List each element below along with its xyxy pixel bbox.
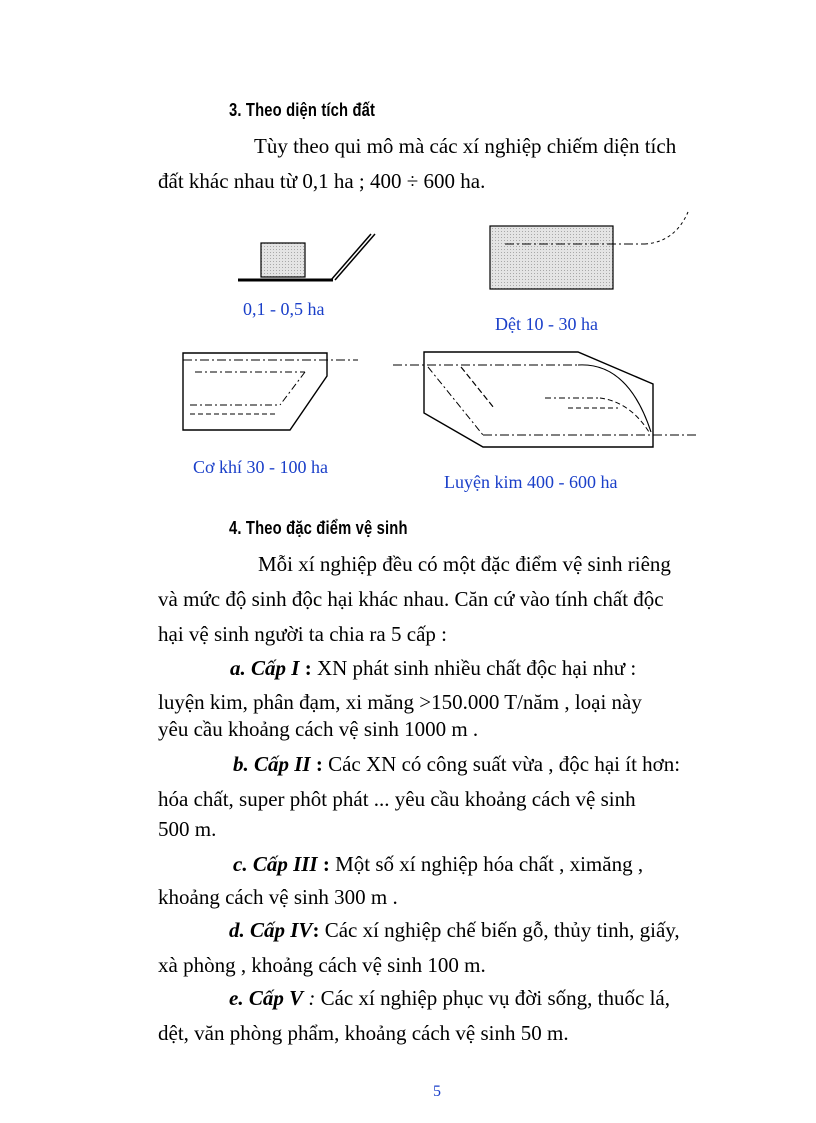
paragraph-line-2: và mức độ sinh độc hại khác nhau. Căn cứ vào tính chất độc (158, 587, 664, 611)
level-4-line-1 (229, 918, 680, 942)
level-1-line-1 (230, 656, 636, 680)
level-2-label: b. Cấp II (233, 752, 311, 776)
section-4-heading: 4. Theo đặc điểm vệ sinh (229, 518, 408, 538)
level-1-label: a. Cấp I (230, 656, 300, 680)
section-3-heading: 3. Theo diện tích đất (229, 100, 376, 120)
level-3-label: c. Cấp III (233, 852, 318, 876)
paragraph-line-1: Mỗi xí nghiệp đều có một đặc điểm vệ sinh riêng (258, 552, 671, 576)
level-3-line-2: khoảng cách vệ sinh 300 m . (158, 885, 398, 909)
level-5-line-1 (229, 986, 670, 1010)
section-3-line-2: đất khác nhau từ 0,1 ha ; 400 ÷ 600 ha. (158, 169, 486, 193)
level-3-text: Một số xí nghiệp hóa chất , ximăng , (329, 852, 644, 876)
level-3-line-1 (233, 852, 643, 876)
level-5-line-2: dệt, văn phòng phẩm, khoảng cách vệ sinh 50 m. (158, 1021, 569, 1045)
level-1-line-3: yêu cầu khoảng cách vệ sinh 1000 m . (158, 717, 479, 741)
level-5-label: e. Cấp V (229, 986, 304, 1010)
level-2-colon: : (310, 752, 323, 776)
section-3-line-1: Tùy theo qui mô mà các xí nghiệp chiếm diện tích (254, 134, 677, 158)
diagram-small-plot (238, 234, 375, 280)
level-4-line-2: xà phòng , khoảng cách vệ sinh 100 m. (158, 953, 486, 977)
diagram-mechanical (183, 353, 358, 430)
page-number: 5 (433, 1083, 441, 1100)
level-2-line-2: hóa chất, super phôt phát ... yêu cầu khoảng cách vệ sinh (158, 787, 636, 811)
level-4-colon: : (312, 918, 320, 942)
site-area-diagram (0, 0, 816, 520)
caption-mechanical: Cơ khí 30 - 100 ha (193, 457, 329, 477)
level-5-text: Các xí nghiệp phục vụ đời sống, thuốc lá, (315, 986, 670, 1010)
paragraph-line-3: hại vệ sinh người ta chia ra 5 cấp : (158, 622, 447, 646)
level-2-text: Các XN có công suất vừa , độc hại ít hơn: (322, 752, 681, 776)
level-4-label: d. Cấp IV (229, 918, 313, 942)
caption-textile: Dệt 10 - 30 ha (495, 314, 598, 334)
caption-small-plot: 0,1 - 0,5 ha (243, 299, 325, 319)
level-3-colon: : (317, 852, 330, 876)
level-1-colon: : (299, 656, 312, 680)
level-5-colon: : (303, 986, 316, 1010)
diagram-metallurgy (393, 352, 698, 447)
diagram-textile (490, 212, 688, 289)
level-2-line-1 (233, 752, 680, 776)
level-1-line-2: luyện kim, phân đạm, xi măng >150.000 T/năm , loại này (158, 690, 642, 714)
level-2-line-3: 500 m. (158, 817, 217, 841)
caption-metallurgy: Luyện kim 400 - 600 ha (444, 472, 618, 492)
level-1-text: XN phát sinh nhiều chất độc hại như : (311, 656, 637, 680)
level-4-text: Các xí nghiệp chế biến gỗ, thủy tinh, giấy, (319, 918, 680, 942)
